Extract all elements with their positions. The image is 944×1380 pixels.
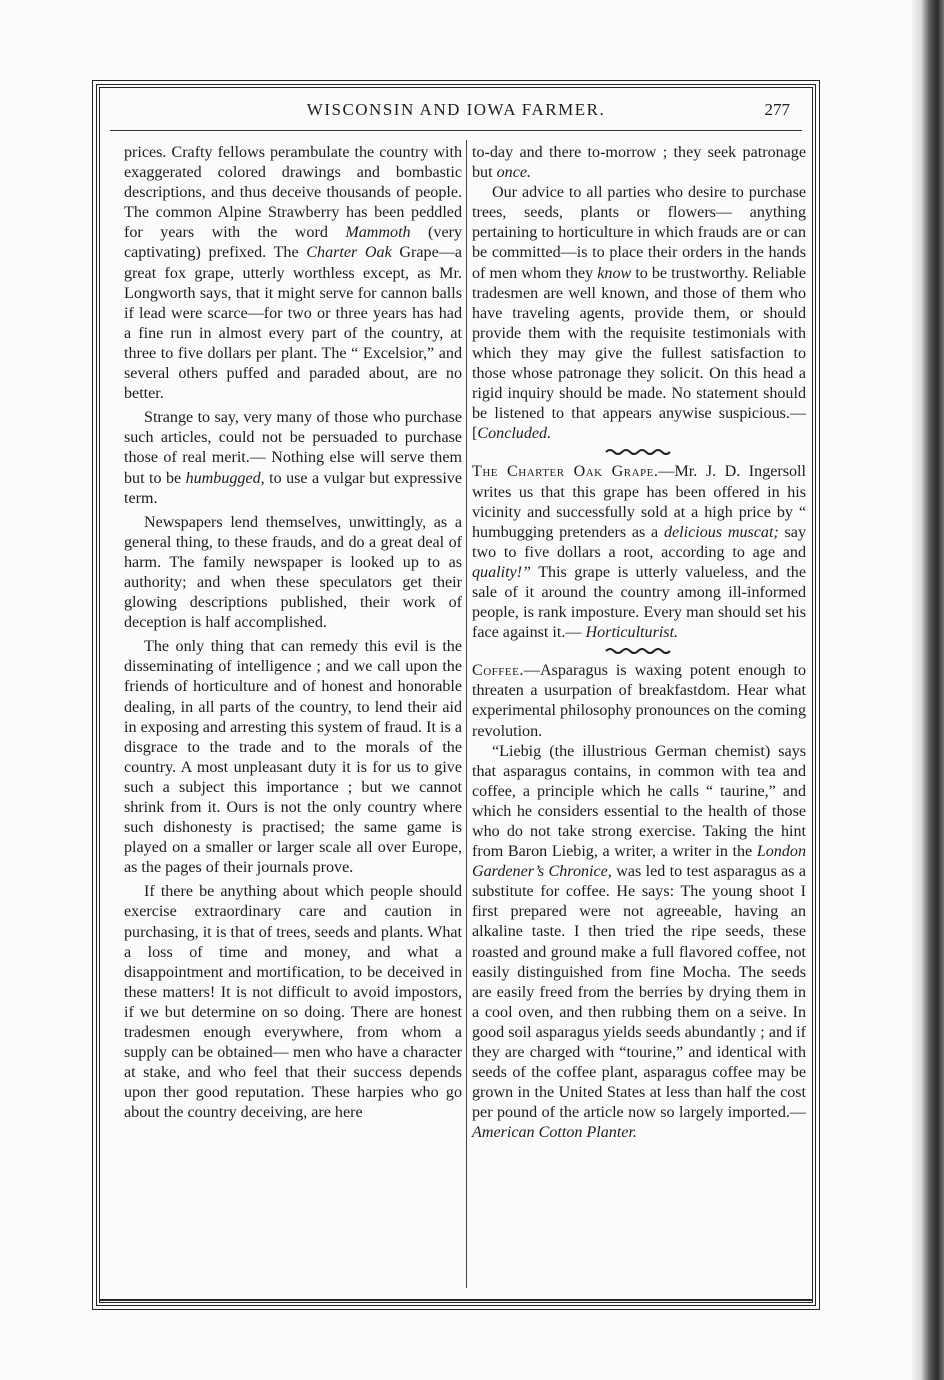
text-run: Our advice to all parties who desire to purchase trees, seeds, plants or flowers— anything pertaining to horticulture in which frauds are or can be committed—is to place their orders in the hands of men whom they: [472, 184, 806, 282]
paragraph-liebig: [472, 742, 806, 1144]
paragraph-advice: [472, 183, 806, 444]
text-run: —Asparagus is waxing potent enough to threaten a usurpation of breakfastdom. Hear what experimental philosophy pronounces on the coming revolution.: [472, 662, 806, 740]
italic-run: Horticulturist.: [585, 624, 679, 642]
running-header: [110, 100, 802, 126]
text-run: to use a vulgar but expressive term.: [124, 469, 462, 507]
italic-run: Mammoth: [345, 224, 411, 242]
text-run: to be trustworthy. Reliable tradesmen are well known, and those of them who have traveling agents, provide them, or should provide them with the requisite testimonials with which they may give the fullest satisfaction to those whose patronage they solicit. On this head a rigid inquiry should be made. No statement should be listened to that appears anywise suspicious.—[: [472, 264, 806, 443]
text-run: “Liebig (the illustrious German chemist) says that asparagus contains, in common with tea and coffee, a principle which he calls “ taurine,” and which he considers essential to the health of those who do not take strong exercise. Taking the hint from Baron Liebig, a writer, a writer in the: [472, 742, 806, 861]
paragraph-continuation: [472, 143, 806, 183]
text-run: was led to test asparagus as a substitute for coffee. He says: The young shoot I first prepared were not agreeable, having an alkaline taste. I then tried the ripe seeds, these roasted and ground make a full flavored coffee, not easily distinguished from fine Mocha. The seeds are easily freed from the berries by drying them in a cool oven, and then rubbing them on a seive. In good soil asparagus yields seeds abundantly ; and if they are charged with “tourine,” and identical with seeds of the coffee plant, asparagus coffee may be grown in the United States at less than half the cost per pound of the article now so largely imported.—: [472, 863, 807, 1122]
book-gutter-shadow: [912, 0, 922, 1380]
article-coffee: [472, 661, 806, 741]
running-title: WISCONSIN AND IOWA FARMER.: [306, 100, 606, 119]
paragraph-remedy: The only thing that can remedy this evil is the disseminating of intelligence ; and we call upon the friends of horticulture and of honest and honorable dealing, in all parts of the country, to lend their aid in exposing and arresting this system of fraud. It is a disgrace to the trade and to the morals of the country. A most unpleasant duty it is for us to give such a subject this importance ; but we cannot shrink from it. Ours is not the only country where such dishonesty is practised; the same game is played on a smaller or larger scale all over Europe, as the pages of their journals prove.: [124, 638, 462, 877]
text-run: prices. Crafty fellows perambulate the country with exaggerated colored drawings and bombastic descriptions, and thus deceive thousands of people. The common Alpine Strawberry has been peddled for years with the word: [124, 144, 462, 242]
text-run: Grape—a great fox grape, utterly worthless except, as Mr. Longworth says, that it might serve for cannon balls if lead were scarce—for two or three years has had a fine run in almost every part of the country, at three to five dollars per plant. The “ Excelsior,” and several others puffed and paraded about, are no better.: [124, 244, 462, 403]
paragraph-fraudulent-sales: [124, 143, 462, 404]
book-binding-edge: [922, 0, 944, 1380]
article-heading: The Charter Oak Grape.: [472, 463, 659, 481]
left-column: [124, 143, 462, 1293]
wavy-separator-ornament: [604, 448, 674, 456]
text-run: say two to five dollars a root, according to age and: [472, 523, 806, 561]
italic-run: once.: [496, 164, 531, 182]
paragraph-strange-to-say: [124, 408, 462, 508]
footer-rule: [100, 1299, 812, 1301]
italic-run: Charter Oak: [306, 244, 392, 262]
page-number: 277: [764, 100, 790, 119]
italic-run: humbugged,: [185, 469, 265, 487]
italic-run: London Gardener’s Chronice,: [472, 843, 806, 881]
text-run: to-day and there to-morrow ; they seek patronage but: [472, 144, 806, 182]
paragraph-newspapers: Newspapers lend themselves, unwittingly, as a general thing, to these frauds, and do a great deal of harm. The family newspaper is looked up to as authority; and when these speculators get their glowing descriptions published, their work of deception is half accomplished.: [124, 513, 462, 632]
wavy-separator-ornament: [604, 647, 674, 655]
italic-run: know: [597, 264, 632, 282]
italic-run: American Cotton Planter.: [472, 1124, 637, 1142]
text-run: This grape is utterly valueless, and the sale of it around the country among ill-informed people, is rank imposture. Every man should set his face against it.—: [472, 563, 806, 642]
paragraph-caution: If there be anything about which people should exercise extraordinary care and caution in purchasing, it is that of trees, seeds and plants. What a loss of time and money, and what a disappointment and mortification, to be deceived in these matters! It is not difficult to avoid impostors, if we but determine on so doing. There are honest tradesmen enough everywhere, from whom a supply can be obtained— men who have a character at stake, and who feel that their success depends upon ther good reputation. These harpies who go about the country deceiving, are here: [124, 883, 462, 1122]
article-charter-oak-grape: [472, 462, 806, 643]
header-rule: [110, 130, 802, 131]
article-heading: Coffee.: [472, 662, 524, 680]
italic-run: Concluded.: [477, 425, 552, 443]
italic-run: delicious muscat;: [663, 523, 779, 541]
italic-run: quality!”: [472, 563, 532, 581]
right-column: [472, 143, 806, 1293]
text-run: (very captivating) prefixed. The: [124, 224, 462, 262]
text-run: Strange to say, very many of those who purchase such articles, could not be persuaded to purchase those of real merit.— Nothing else will serve them but to be: [124, 409, 462, 487]
column-divider: [466, 140, 467, 1288]
text-run: —Mr. J. D. Ingersoll writes us that this grape has been offered in his vicinity and successfully sold at a high price by “ humbugging pretenders as a: [472, 463, 806, 541]
